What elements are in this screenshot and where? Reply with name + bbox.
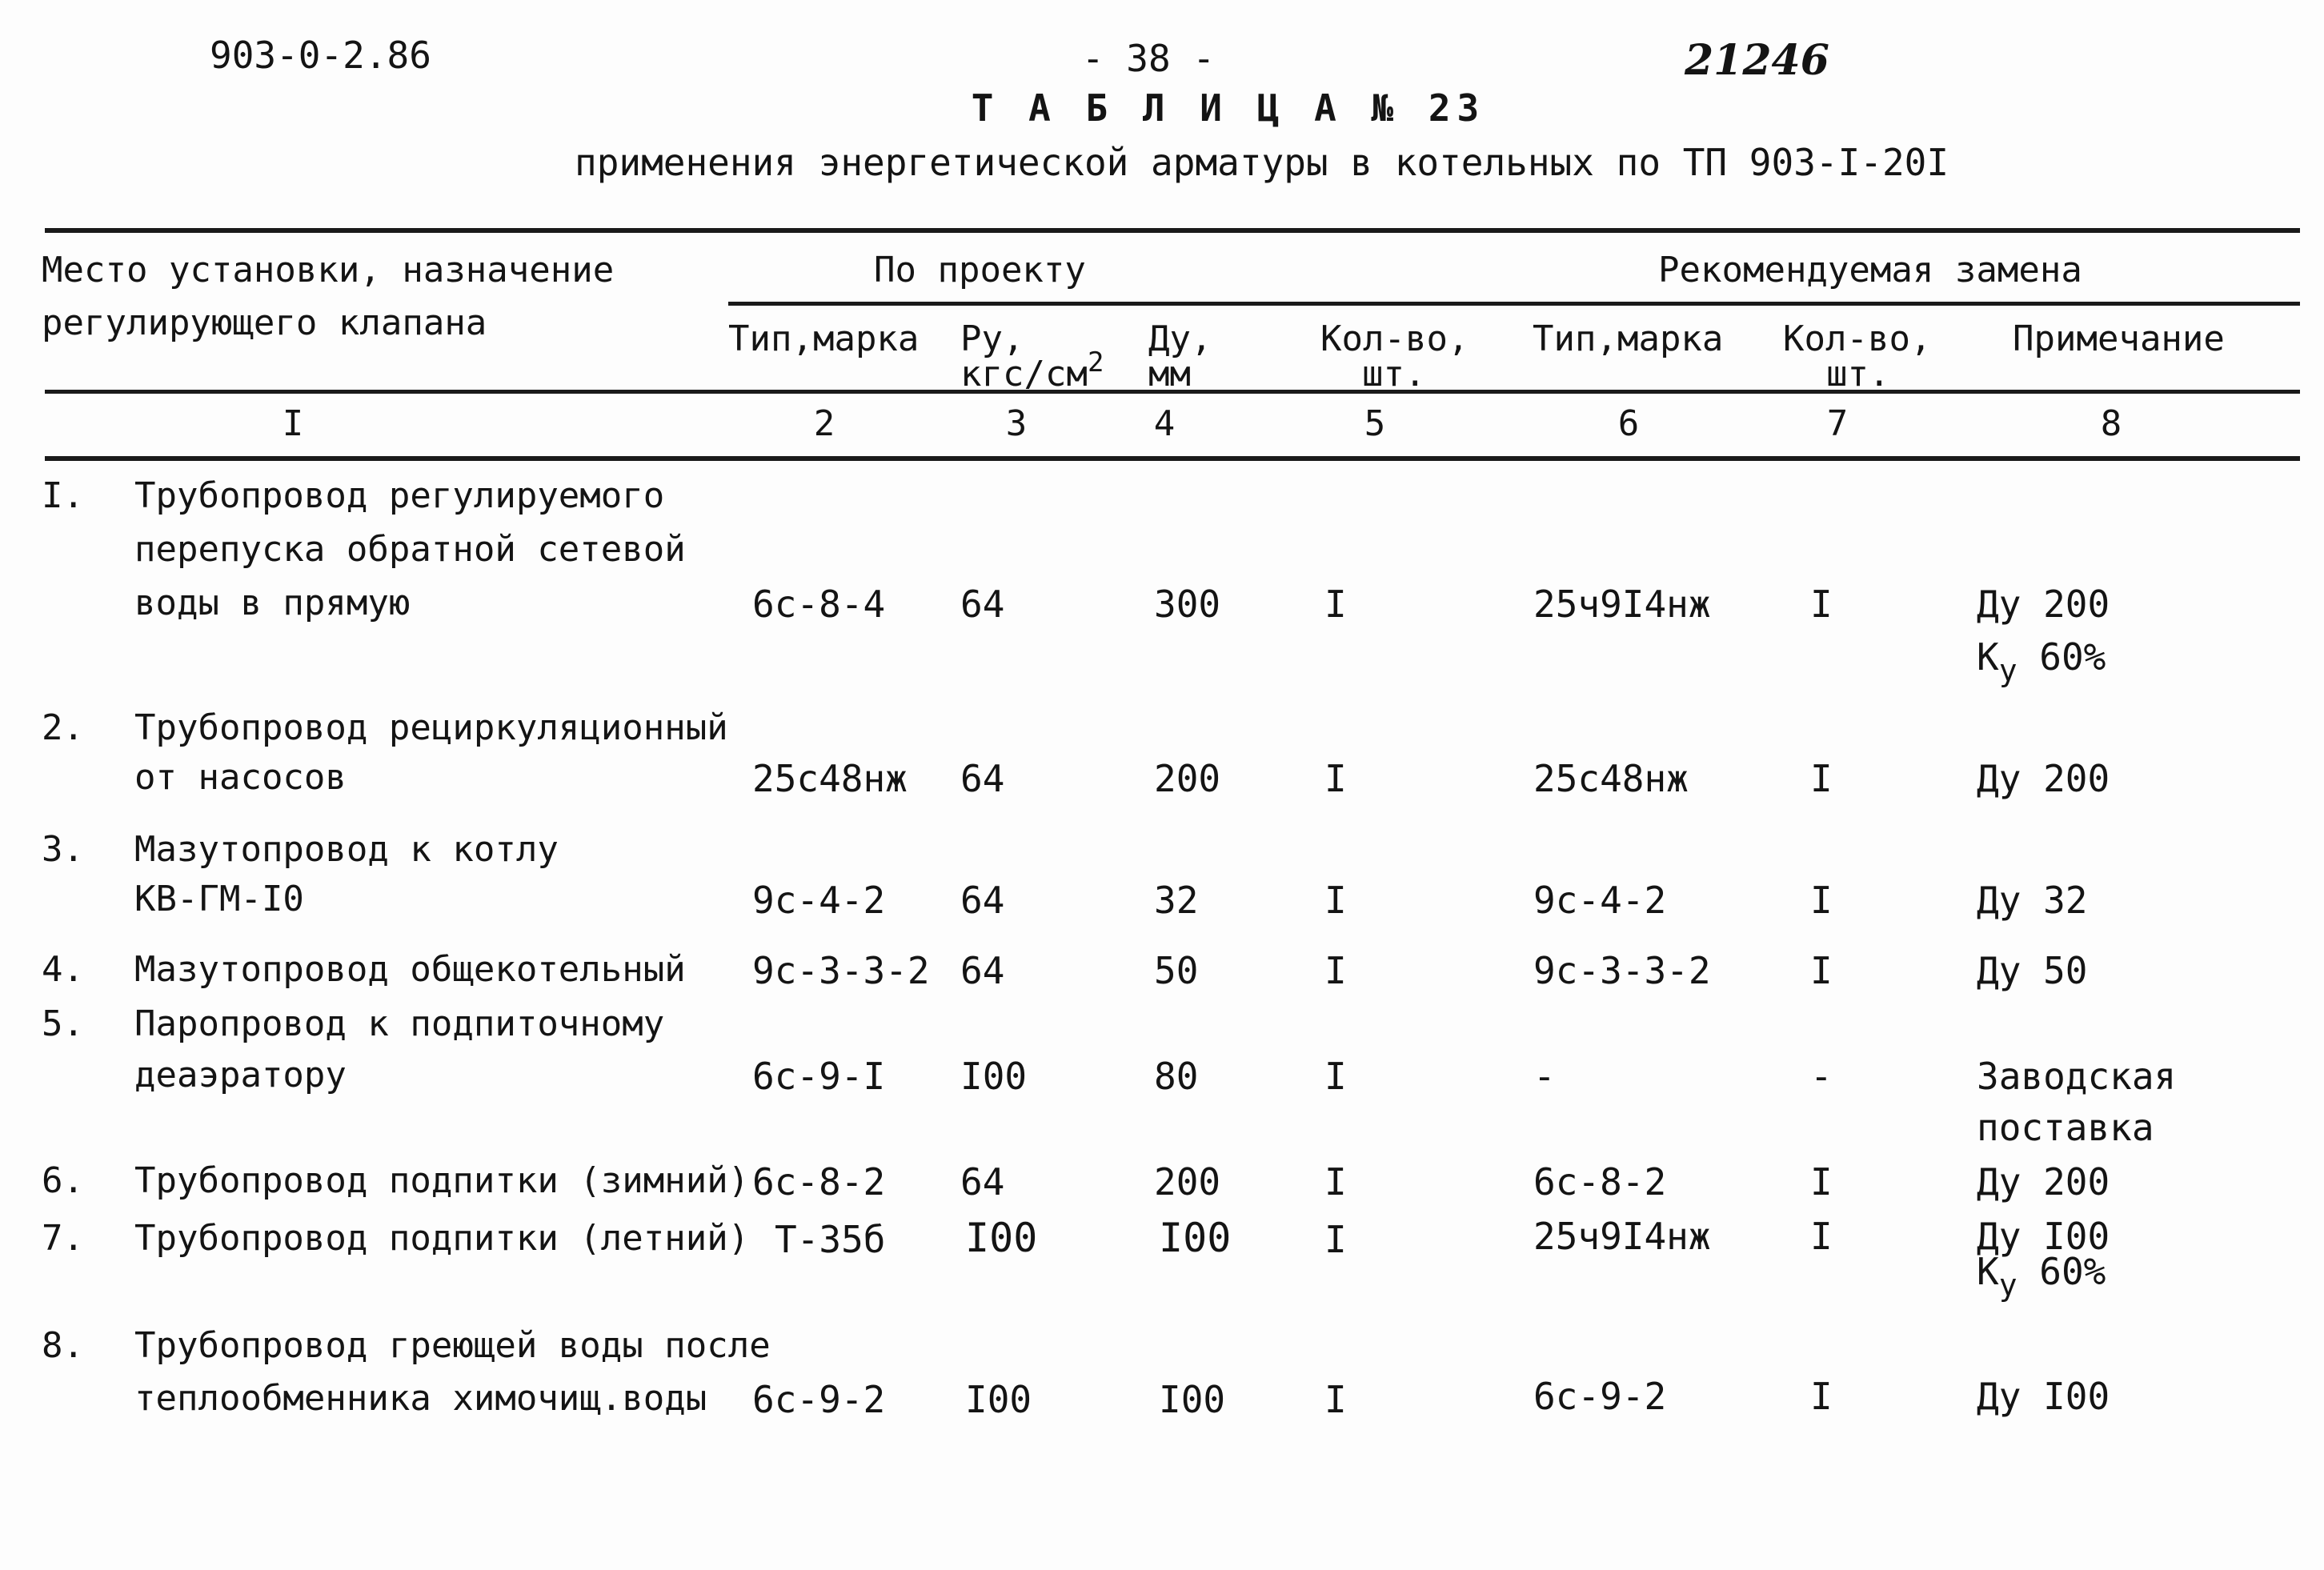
- row-8-number: 8.: [42, 1325, 84, 1366]
- row-4-diameter: 50: [1154, 949, 1199, 992]
- k-subscript: у: [1998, 1268, 2017, 1303]
- row-5-place-line2: деаэратору: [134, 1055, 347, 1095]
- row-6-rec-type: 6с-8-2: [1533, 1160, 1667, 1204]
- table-title: Т А Б Л И Ц А № 23: [971, 86, 1486, 130]
- column-number-5: 5: [1364, 403, 1386, 444]
- row-6-note: Ду 200: [1977, 1160, 2110, 1204]
- row-7-place-line1: Трубопровод подпитки (летний): [134, 1218, 750, 1259]
- row-3-type: 9с-4-2: [752, 879, 886, 922]
- row-1-diameter: 300: [1154, 583, 1221, 626]
- row-2-qty: I: [1324, 757, 1347, 800]
- row-5-qty: I: [1324, 1055, 1347, 1098]
- archive-number: 21246: [1685, 36, 1829, 85]
- row-5-note-line1: Заводская: [1977, 1055, 2177, 1098]
- column-header-rec-qty: Кол-во,: [1783, 318, 1932, 359]
- column-header-diameter-unit: мм: [1148, 354, 1191, 395]
- row-8-type: 6с-9-2: [752, 1378, 886, 1421]
- row-5-diameter: 80: [1154, 1055, 1199, 1098]
- k-value: 60%: [2039, 635, 2106, 679]
- row-4-rec-qty: I: [1810, 949, 1833, 992]
- group-header-project: По проекту: [874, 250, 1086, 290]
- k-symbol: К: [1977, 1250, 1999, 1293]
- row-5-note-line2: поставка: [1977, 1106, 2154, 1149]
- row-7-note: Ду I00: [1977, 1215, 2110, 1258]
- row-1-rec-type: 25ч9I4нж: [1533, 583, 1711, 626]
- row-3-place-line1: Мазутопровод к котлу: [134, 829, 559, 870]
- row-8-place-line1: Трубопровод греющей воды после: [134, 1325, 771, 1366]
- row-2-type: 25с48нж: [752, 757, 908, 800]
- row-1-number: I.: [42, 475, 84, 516]
- row-8-rec-qty: I: [1810, 1375, 1833, 1418]
- row-8-diameter: I00: [1159, 1378, 1226, 1421]
- row-6-diameter: 200: [1154, 1160, 1221, 1204]
- row-7-diameter: I00: [1159, 1215, 1232, 1261]
- row-7-pressure: I00: [965, 1215, 1038, 1261]
- row-4-type: 9с-3-3-2: [752, 949, 930, 992]
- row-1-note-k: [1977, 635, 2106, 688]
- row-5-type: 6с-9-I: [752, 1055, 886, 1098]
- column-number-4: 4: [1153, 403, 1176, 444]
- row-8-pressure: I00: [965, 1378, 1032, 1421]
- row-4-pressure: 64: [960, 949, 1005, 992]
- k-subscript: у: [1998, 653, 2017, 688]
- row-5-place-line1: Паропровод к подпиточному: [134, 1003, 665, 1044]
- column-header-note: Примечание: [2013, 318, 2225, 359]
- column-numbers-rule: [45, 456, 2300, 461]
- row-6-pressure: 64: [960, 1160, 1005, 1204]
- row-7-rec-type: 25ч9I4нж: [1533, 1215, 1711, 1258]
- k-value: 60%: [2039, 1250, 2106, 1293]
- row-8-note: Ду I00: [1977, 1375, 2110, 1418]
- row-6-type: 6с-8-2: [752, 1160, 886, 1204]
- row-7-qty: I: [1324, 1218, 1347, 1261]
- row-3-note: Ду 32: [1977, 879, 2088, 922]
- page-number: - 38 -: [1081, 37, 1216, 80]
- row-7-rec-qty: I: [1810, 1215, 1833, 1258]
- document-code: 903-0-2.86: [210, 34, 431, 77]
- row-1-place-line1: Трубопровод регулируемого: [134, 475, 665, 516]
- column-header-rec-type: Тип,марка: [1533, 318, 1724, 359]
- row-3-rec-type: 9с-4-2: [1533, 879, 1667, 922]
- column-header-rec-qty-unit: шт.: [1826, 354, 1890, 395]
- row-1-place-line2: перепуска обратной сетевой: [134, 529, 686, 570]
- row-3-number: 3.: [42, 829, 84, 870]
- column-number-3: 3: [1005, 403, 1028, 444]
- column-header-type: Тип,марка: [728, 318, 920, 359]
- row-4-number: 4.: [42, 949, 84, 990]
- row-2-number: 2.: [42, 707, 84, 748]
- row-2-diameter: 200: [1154, 757, 1221, 800]
- pressure-unit-text: кгс/см: [960, 354, 1088, 395]
- row-7-type: Т-35б: [775, 1218, 886, 1261]
- row-3-qty: I: [1324, 879, 1347, 922]
- row-6-qty: I: [1324, 1160, 1347, 1204]
- column-header-qty-unit: шт.: [1362, 354, 1426, 395]
- column-number-7: 7: [1826, 403, 1849, 444]
- row-2-note: Ду 200: [1977, 757, 2110, 800]
- row-4-rec-type: 9с-3-3-2: [1533, 949, 1711, 992]
- table-subtitle: применения энергетической арматуры в котельных по ТП 903-I-20I: [575, 141, 1949, 184]
- row-5-rec-qty: -: [1810, 1055, 1833, 1098]
- row-7-note-k: [1977, 1250, 2106, 1303]
- row-3-place-line2: КВ-ГМ-I0: [134, 879, 304, 919]
- row-7-number: 7.: [42, 1218, 84, 1259]
- row-1-place-line3: воды в прямую: [134, 583, 411, 623]
- row-3-rec-qty: I: [1810, 879, 1833, 922]
- row-3-pressure: 64: [960, 879, 1005, 922]
- row-2-place-line1: Трубопровод рециркуляционный: [134, 707, 728, 748]
- column-number-2: 2: [813, 403, 835, 444]
- row-2-rec-qty: I: [1810, 757, 1833, 800]
- row-4-place-line1: Мазутопровод общекотельный: [134, 949, 686, 990]
- column-header-pressure: Ру,: [960, 318, 1024, 359]
- column-header-pressure-unit: [960, 346, 1104, 395]
- row-1-type: 6с-8-4: [752, 583, 886, 626]
- column-header-place-line2: регулирующего клапана: [42, 302, 487, 343]
- pressure-unit-sup: 2: [1087, 346, 1104, 378]
- column-number-8: 8: [2100, 403, 2122, 444]
- row-5-rec-type: -: [1533, 1055, 1556, 1098]
- column-header-diameter: Ду,: [1148, 318, 1212, 359]
- row-8-rec-type: 6с-9-2: [1533, 1375, 1667, 1418]
- table-top-rule: [45, 228, 2300, 233]
- row-2-pressure: 64: [960, 757, 1005, 800]
- row-6-number: 6.: [42, 1160, 84, 1201]
- row-8-place-line2: теплообменника химочищ.воды: [134, 1378, 707, 1419]
- row-1-qty: I: [1324, 583, 1347, 626]
- row-1-pressure: 64: [960, 583, 1005, 626]
- column-number-6: 6: [1617, 403, 1640, 444]
- column-number-1: I: [282, 403, 304, 444]
- group-header-replacement: Рекомендуемая замена: [1658, 250, 2082, 290]
- k-symbol: К: [1977, 635, 1999, 679]
- row-5-pressure: I00: [960, 1055, 1028, 1098]
- row-4-note: Ду 50: [1977, 949, 2088, 992]
- group-rule: [728, 302, 2300, 306]
- row-6-place-line1: Трубопровод подпитки (зимний): [134, 1160, 750, 1201]
- row-3-diameter: 32: [1154, 879, 1199, 922]
- row-1-rec-qty: I: [1810, 583, 1833, 626]
- row-6-rec-qty: I: [1810, 1160, 1833, 1204]
- row-8-qty: I: [1324, 1378, 1347, 1421]
- row-5-number: 5.: [42, 1003, 84, 1044]
- column-header-qty: Кол-во,: [1320, 318, 1469, 359]
- column-header-place: Место установки, назначение: [42, 250, 615, 290]
- row-4-qty: I: [1324, 949, 1347, 992]
- row-2-rec-type: 25с48нж: [1533, 757, 1689, 800]
- row-1-note: Ду 200: [1977, 583, 2110, 626]
- row-2-place-line2: от насосов: [134, 757, 347, 798]
